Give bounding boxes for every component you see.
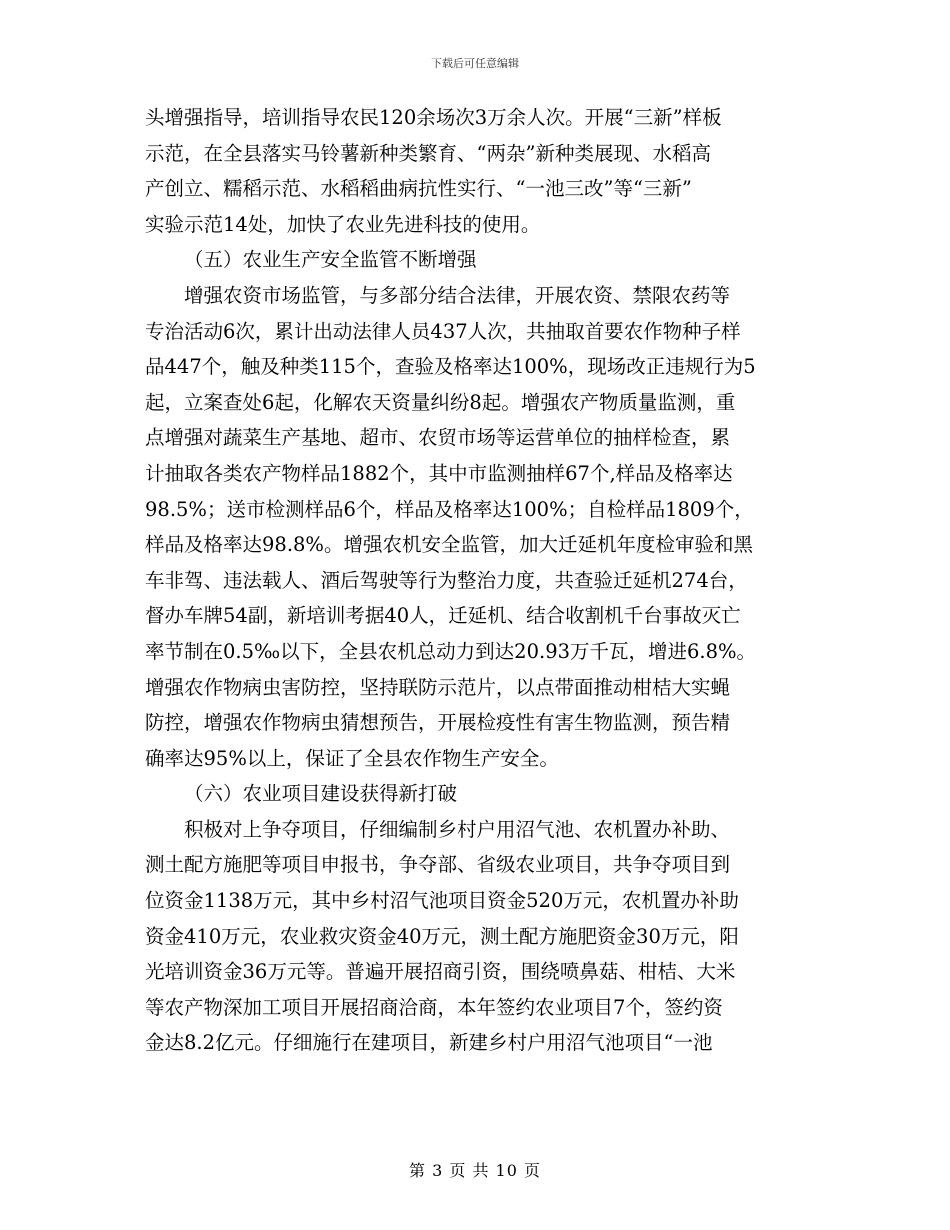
text-line: 计抽取各类农产物样品1882个，其中市监测抽样67个,样品及格率达 — [145, 461, 733, 485]
text-line: 产创立、糯稻示范、水稻稻曲病抗性实行、“一池三改”等“三新” — [145, 177, 692, 201]
page-header: 下载后可任意编辑 — [431, 57, 519, 70]
section-heading: （六）农业项目建设获得新打破 — [184, 782, 458, 806]
text-line: 测土配方施肥等项目申报书，争夺部、省级农业项目，共争夺项目到 — [145, 853, 731, 877]
text-line: 率节制在0.5‰以下，全县农机总动力到达20.93万千瓦，增进6.8%。 — [145, 639, 757, 663]
section-heading: （五）农业生产安全监管不断增强 — [184, 248, 477, 272]
text-line: 专治活动6次，累计出动法律人员437人次，共抽取首要农作物种子样 — [145, 319, 741, 343]
text-line: 光培训资金36万元等。普遍开展招商引资，围绕喷鼻菇、柑桔、大米 — [145, 960, 736, 984]
text-line: 资金410万元，农业救灾资金40万元，测土配方施肥资金30万元，阳 — [145, 924, 739, 948]
text-line: 样品及格率达98.8%。增强农机安全监管，加大迁延机年度检审验和黑 — [145, 533, 753, 557]
text-line: 防控，增强农作物病虫猜想预告，开展检疫性有害生物监测，预告精 — [145, 711, 731, 735]
text-line: 点增强对蔬菜生产基地、超市、农贸市场等运营单位的抽样检查，累 — [145, 426, 731, 450]
text-line: 实验示范14处，加快了农业先进科技的使用。 — [145, 212, 541, 236]
text-line: 督办车牌54副，新培训考据40人，迁延机、结合收割机千台事故灭亡 — [145, 604, 741, 628]
text-line: 车非驾、违法载人、酒后驾驶等行为整治力度，共查验迁延机274台， — [145, 568, 748, 592]
page-number-footer: 第 3 页 共 10 页 — [409, 1161, 541, 1180]
text-line: 头增强指导，培训指导农民120余场次3万余人次。开展“三新”样板 — [145, 106, 722, 129]
text-line: 起，立案查处6起，化解农天资量纠纷8起。增强农产物质量监测，重 — [145, 390, 736, 414]
text-line: 位资金1138万元，其中乡村沼气池项目资金520万元，农机置办补助 — [145, 889, 739, 913]
text-line: 98.5%；送市检测样品6个，样品及格率达100%；自检样品1809个， — [145, 497, 754, 521]
document-body — [145, 100, 810, 1061]
text-line: 示范，在全县落实马铃薯新种类繁育、“两杂”新种类展现、水稻高 — [145, 141, 711, 165]
text-line: 增强农资市场监管，与多部分结合法律，开展农资、禁限农药等 — [184, 283, 731, 307]
text-line: 金达8.2亿元。仔细施行在建项目，新建乡村户用沼气池项目“一池 — [145, 1031, 713, 1055]
text-line: 品447个，触及种类115个，查验及格率达100%，现场改正违规行为5 — [145, 355, 756, 379]
text-line: 等农产物深加工项目开展招商洽商，本年签约农业项目7个，签约资 — [145, 995, 723, 1019]
text-line: 增强农作物病虫害防控，坚持联防示范片，以点带面推动柑桔大实蝇 — [145, 675, 731, 699]
text-line: 积极对上争夺项目，仔细编制乡村户用沼气池、农机置办补助、 — [184, 817, 731, 841]
text-line: 确率达95%以上，保证了全县农作物生产安全。 — [145, 746, 559, 770]
